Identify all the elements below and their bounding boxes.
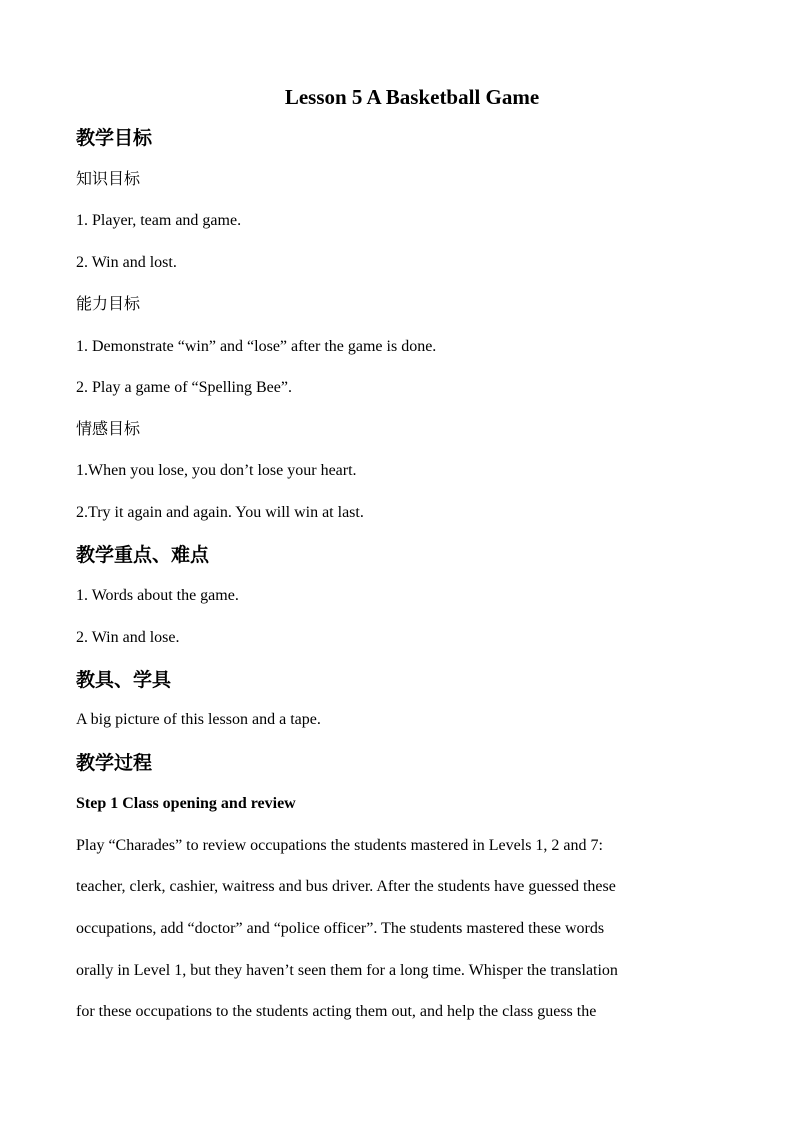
knowledge-objectives-heading: 知识目标 — [76, 169, 141, 188]
ability-objectives-heading: 能力目标 — [76, 294, 141, 313]
step1-paragraph-line: occupations, add “doctor” and “police officer”. The students mastered these words — [76, 920, 605, 937]
document-title: Lesson 5 A Basketball Game — [284, 85, 540, 109]
emotion-objectives-heading: 情感目标 — [76, 419, 141, 438]
knowledge-item: 2. Win and lost. — [76, 254, 177, 271]
key-points-heading: 教学重点、难点 — [76, 544, 210, 566]
key-point-item: 1. Words about the game. — [76, 587, 239, 604]
objectives-heading: 教学目标 — [76, 127, 153, 149]
ability-item: 2. Play a game of “Spelling Bee”. — [76, 379, 292, 396]
materials-heading: 教具、学具 — [76, 669, 172, 691]
emotion-item: 2.Try it again and again. You will win at last. — [76, 504, 364, 521]
process-heading: 教学过程 — [76, 752, 153, 774]
key-point-item: 2. Win and lose. — [76, 629, 180, 646]
step1-paragraph-line: for these occupations to the students acting them out, and help the class guess the — [76, 1003, 597, 1020]
ability-item: 1. Demonstrate “win” and “lose” after the game is done. — [76, 338, 437, 355]
step1-paragraph-line: orally in Level 1, but they haven’t seen them for a long time. Whisper the translation — [76, 962, 618, 979]
materials-text: A big picture of this lesson and a tape. — [76, 711, 321, 728]
emotion-item: 1.When you lose, you don’t lose your heart. — [76, 462, 357, 479]
knowledge-item: 1. Player, team and game. — [76, 212, 242, 229]
step1-paragraph-line: Play “Charades” to review occupations the students mastered in Levels 1, 2 and 7: — [76, 837, 603, 854]
step1-heading: Step 1 Class opening and review — [76, 795, 296, 812]
step1-paragraph-line: teacher, clerk, cashier, waitress and bus driver. After the students have guessed these — [76, 878, 616, 895]
